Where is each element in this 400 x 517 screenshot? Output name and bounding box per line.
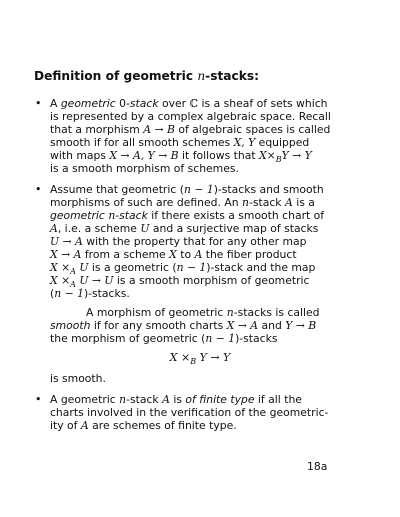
- bullet-2-marker: •: [35, 183, 42, 196]
- bullet-3-marker: •: [35, 393, 42, 406]
- page-number: 18a: [307, 460, 328, 473]
- bullet-1-marker: •: [35, 97, 42, 110]
- display-equation: $X \times_B$ Y → Y: [169, 351, 231, 367]
- definition-heading: Definition of geometric n-stacks:: [34, 69, 259, 83]
- slide-page: Definition of geometric n-stacks: • A geometric 0-stack over ℂ is a sheaf of sets which is represented by a complex algebraic space. Recall that a morphism A → B of algebraic spaces is called smooth if for all smooth schemes X, Y equipped with maps X → A, Y → B it follows that $X\times_BY \to Y$ is a smooth morphism of schemes. • Assume that geometric (n − 1)-stacks and smooth morphisms of such are defined. An n-stack A is a geometric n-stack if there exists a smooth chart of A, i.e. a scheme U and a surjective map of stacks U → A with the property that for any other map X → A from a scheme X to A the fiber product $X \times_A$ U is a geometric (n − 1)-stack and the map $X \times_A$ U → U is a smooth morphism of geometric (n − 1)-stacks. A morphism of geometric n-stacks is called smooth if for any smooth charts X → A and Y → B the morphism of geometric (n − 1)-stacks $X \times_B$ Y → Y is smooth. • A geometric n-stack A is of finite type if all the charts involved in the verification of the geometric- ity of A are schemes of finite type. 18a: [0, 0, 400, 517]
